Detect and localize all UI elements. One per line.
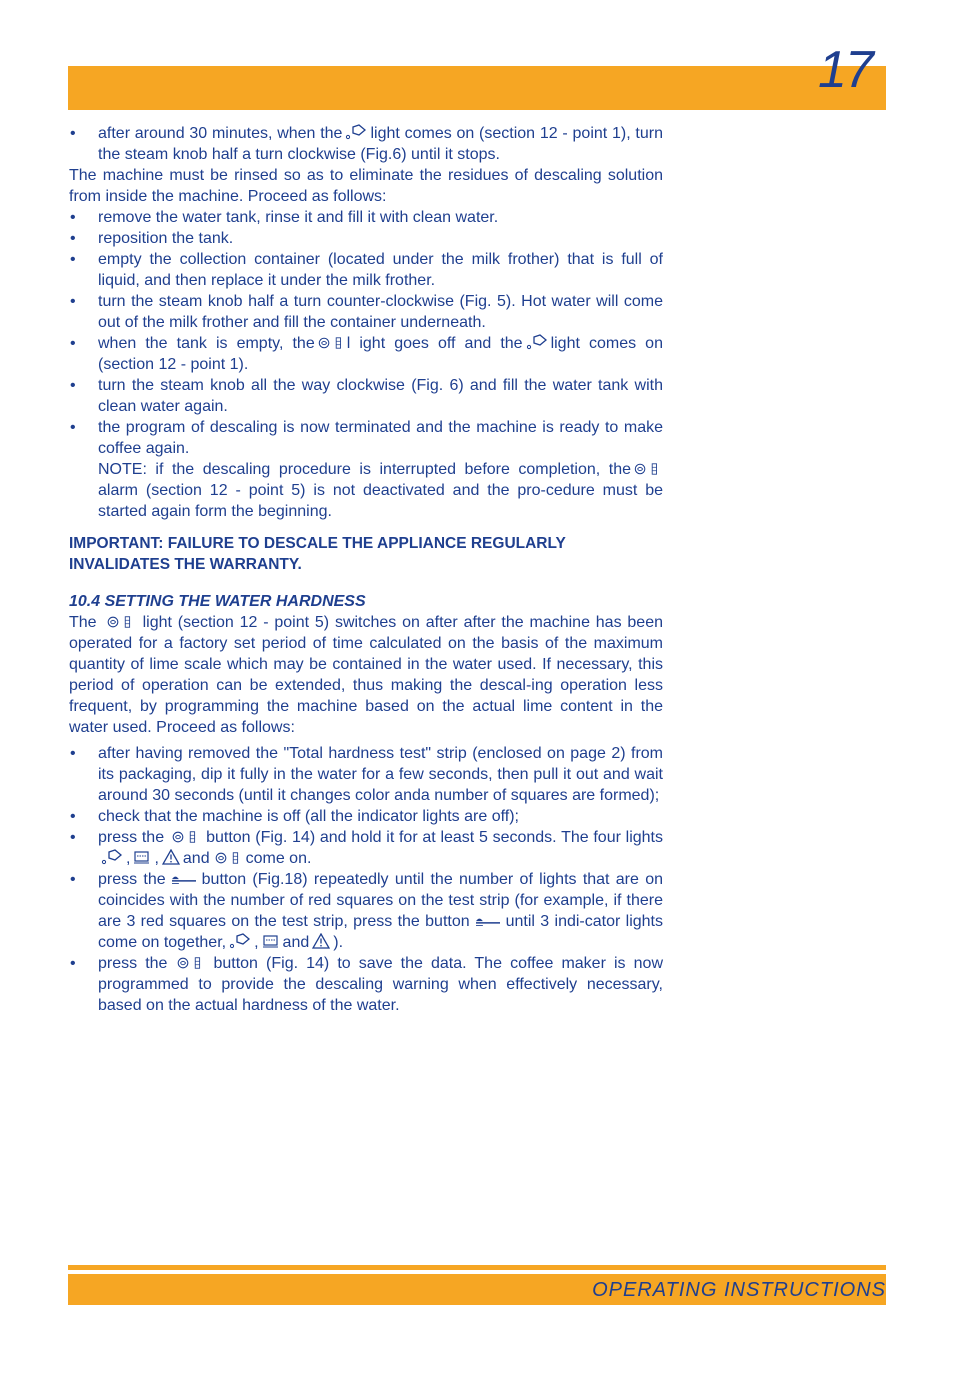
- list-item: [69, 291, 663, 333]
- steam-light-icon: [101, 849, 123, 865]
- footer-rule: [68, 1265, 886, 1270]
- list-item-text: button (Fig. 14) and hold it for at least 5 seconds. The four lights: [206, 829, 664, 846]
- list-item-text: after having removed the "Total hardness test" strip (enclosed on page 2) from its packaging, dip it fully in the water for a few seconds, then pull it out and wait around 30 seconds (until it changes color anda number of squares are formed);: [98, 745, 663, 804]
- warning-icon: [312, 933, 330, 949]
- paragraph-text: The: [69, 614, 97, 631]
- list-item: [69, 417, 663, 522]
- list-item: [69, 207, 663, 228]
- list-item-text: ,: [154, 850, 159, 867]
- paragraph-text: light (section 12 - point 5) switches on after after the machine has been operated for a factory set period of time calculated on the basis of the maximum quantity of lime scale which may be contained in the water used. If necessary, this period of operation can be extended, thus making the descal-ing operation less frequent, by programming the machine based on the actual lime content in the water used. Proceed as follows:: [69, 614, 663, 736]
- list-item-text: button (Fig.18) repeatedly until the number of lights that are on coincides with the number of red squares on the test strip (for example, if there are 3 red squares on the test strip, press the button: [98, 871, 663, 930]
- hot-water-button-icon: [169, 874, 199, 886]
- note-text: NOTE: if the descaling procedure is interrupted before completion, the: [98, 461, 631, 478]
- bullet-mark: •: [70, 209, 76, 226]
- list-item-text: and: [182, 850, 210, 867]
- bullet-mark: •: [70, 230, 76, 247]
- list-item-text: light comes on (section 12 - point 1).: [98, 335, 663, 373]
- list-item-text: come on.: [245, 850, 312, 867]
- bullet-mark: •: [70, 419, 76, 436]
- bullet-mark: •: [70, 808, 76, 825]
- list-item: [69, 953, 663, 1016]
- list-item-text: turn the steam knob half a turn counter-clockwise (Fig. 5). Hot water will come out of the milk frother and fill the container underneath.: [98, 293, 663, 331]
- list-item-text: l ight goes off and the: [346, 335, 523, 352]
- list-item-text: light comes on (section 12 - point 1), turn the steam knob half a turn clockwise (Fig.6) until it stops.: [98, 125, 664, 163]
- bullet-mark: •: [70, 125, 76, 142]
- descale-icon: [167, 830, 203, 844]
- page-content: [69, 123, 663, 1016]
- list-item-text: ).: [333, 934, 344, 951]
- list-item-text: and: [282, 934, 310, 951]
- list-item-text: check that the machine is off (all the indicator lights are off);: [98, 808, 519, 825]
- descale-icon: [318, 336, 344, 350]
- list-item-text: empty the collection container (located under the milk frother) that is full of liquid, and then replace it under the milk frother.: [98, 251, 663, 289]
- page-number: 17: [818, 41, 872, 99]
- footer-bar: [68, 1274, 886, 1305]
- bullet-mark: •: [70, 251, 76, 268]
- list-item-text: the program of descaling is now terminated and the machine is ready to make coffee again.: [98, 419, 663, 457]
- list-item: [69, 806, 663, 827]
- section-title: 10.4 SETTING THE WATER HARDNESS: [69, 593, 366, 610]
- warning-icon: [162, 849, 180, 865]
- steam-light-icon: [526, 334, 548, 350]
- bullet-mark: •: [70, 871, 76, 888]
- bullet-mark: •: [70, 955, 76, 972]
- bullet-mark: •: [70, 335, 76, 352]
- header-bar: [68, 66, 886, 110]
- list-item-text: ,: [126, 850, 131, 867]
- list-item: [69, 228, 663, 249]
- list-item-text: button (Fig. 14) to save the data. The coffee maker is now programmed to provide the descaling warning when effectively necessary, based on the actual hardness of the water.: [98, 955, 664, 1014]
- list-item: [69, 869, 663, 953]
- list-item-text: until 3 indi-cator lights come on together,: [98, 913, 663, 951]
- bullet-mark: •: [70, 377, 76, 394]
- list-item-text: press the: [98, 829, 165, 846]
- footer-title: OPERATING INSTRUCTIONS: [592, 1279, 886, 1301]
- steam-light-icon: [345, 124, 367, 140]
- descale-icon: [100, 615, 140, 629]
- descale-icon: [170, 956, 210, 970]
- cup-icon: [262, 933, 280, 949]
- hot-water-button-icon: [473, 916, 503, 928]
- list-item: [69, 123, 663, 165]
- list-item: [69, 743, 663, 806]
- note-text: alarm (section 12 - point 5) is not deactivated and the pro-cedure must be started again form the beginning.: [98, 482, 663, 520]
- cup-icon: [133, 849, 151, 865]
- list-item-text: after around 30 minutes, when the: [98, 125, 343, 142]
- bullet-mark: •: [70, 745, 76, 762]
- list-item: [69, 333, 663, 375]
- list-item: [69, 827, 663, 869]
- bullet-mark: •: [70, 829, 76, 846]
- steam-light-icon: [229, 933, 251, 949]
- descale-icon: [634, 462, 660, 476]
- warranty-warning: IMPORTANT: FAILURE TO DESCALE THE APPLIANCE REGULARLY INVALIDATES THE WARRANTY.: [69, 535, 566, 573]
- list-item-text: turn the steam knob all the way clockwise (Fig. 6) and fill the water tank with clean water again.: [98, 377, 663, 415]
- descale-icon: [213, 851, 243, 865]
- list-item-text: when the tank is empty, the: [98, 335, 315, 352]
- paragraph: [69, 612, 663, 738]
- list-item: [69, 375, 663, 417]
- list-item-text: remove the water tank, rinse it and fill it with clean water.: [98, 209, 499, 226]
- list-item-text: reposition the tank.: [98, 230, 234, 247]
- list-item-text: press the: [98, 871, 166, 888]
- list-item-text: ,: [254, 934, 259, 951]
- paragraph: The machine must be rinsed so as to eliminate the residues of descaling solution from inside the machine. Proceed as follows:: [69, 167, 663, 205]
- list-item-text: press the: [98, 955, 168, 972]
- list-item: [69, 249, 663, 291]
- bullet-mark: •: [70, 293, 76, 310]
